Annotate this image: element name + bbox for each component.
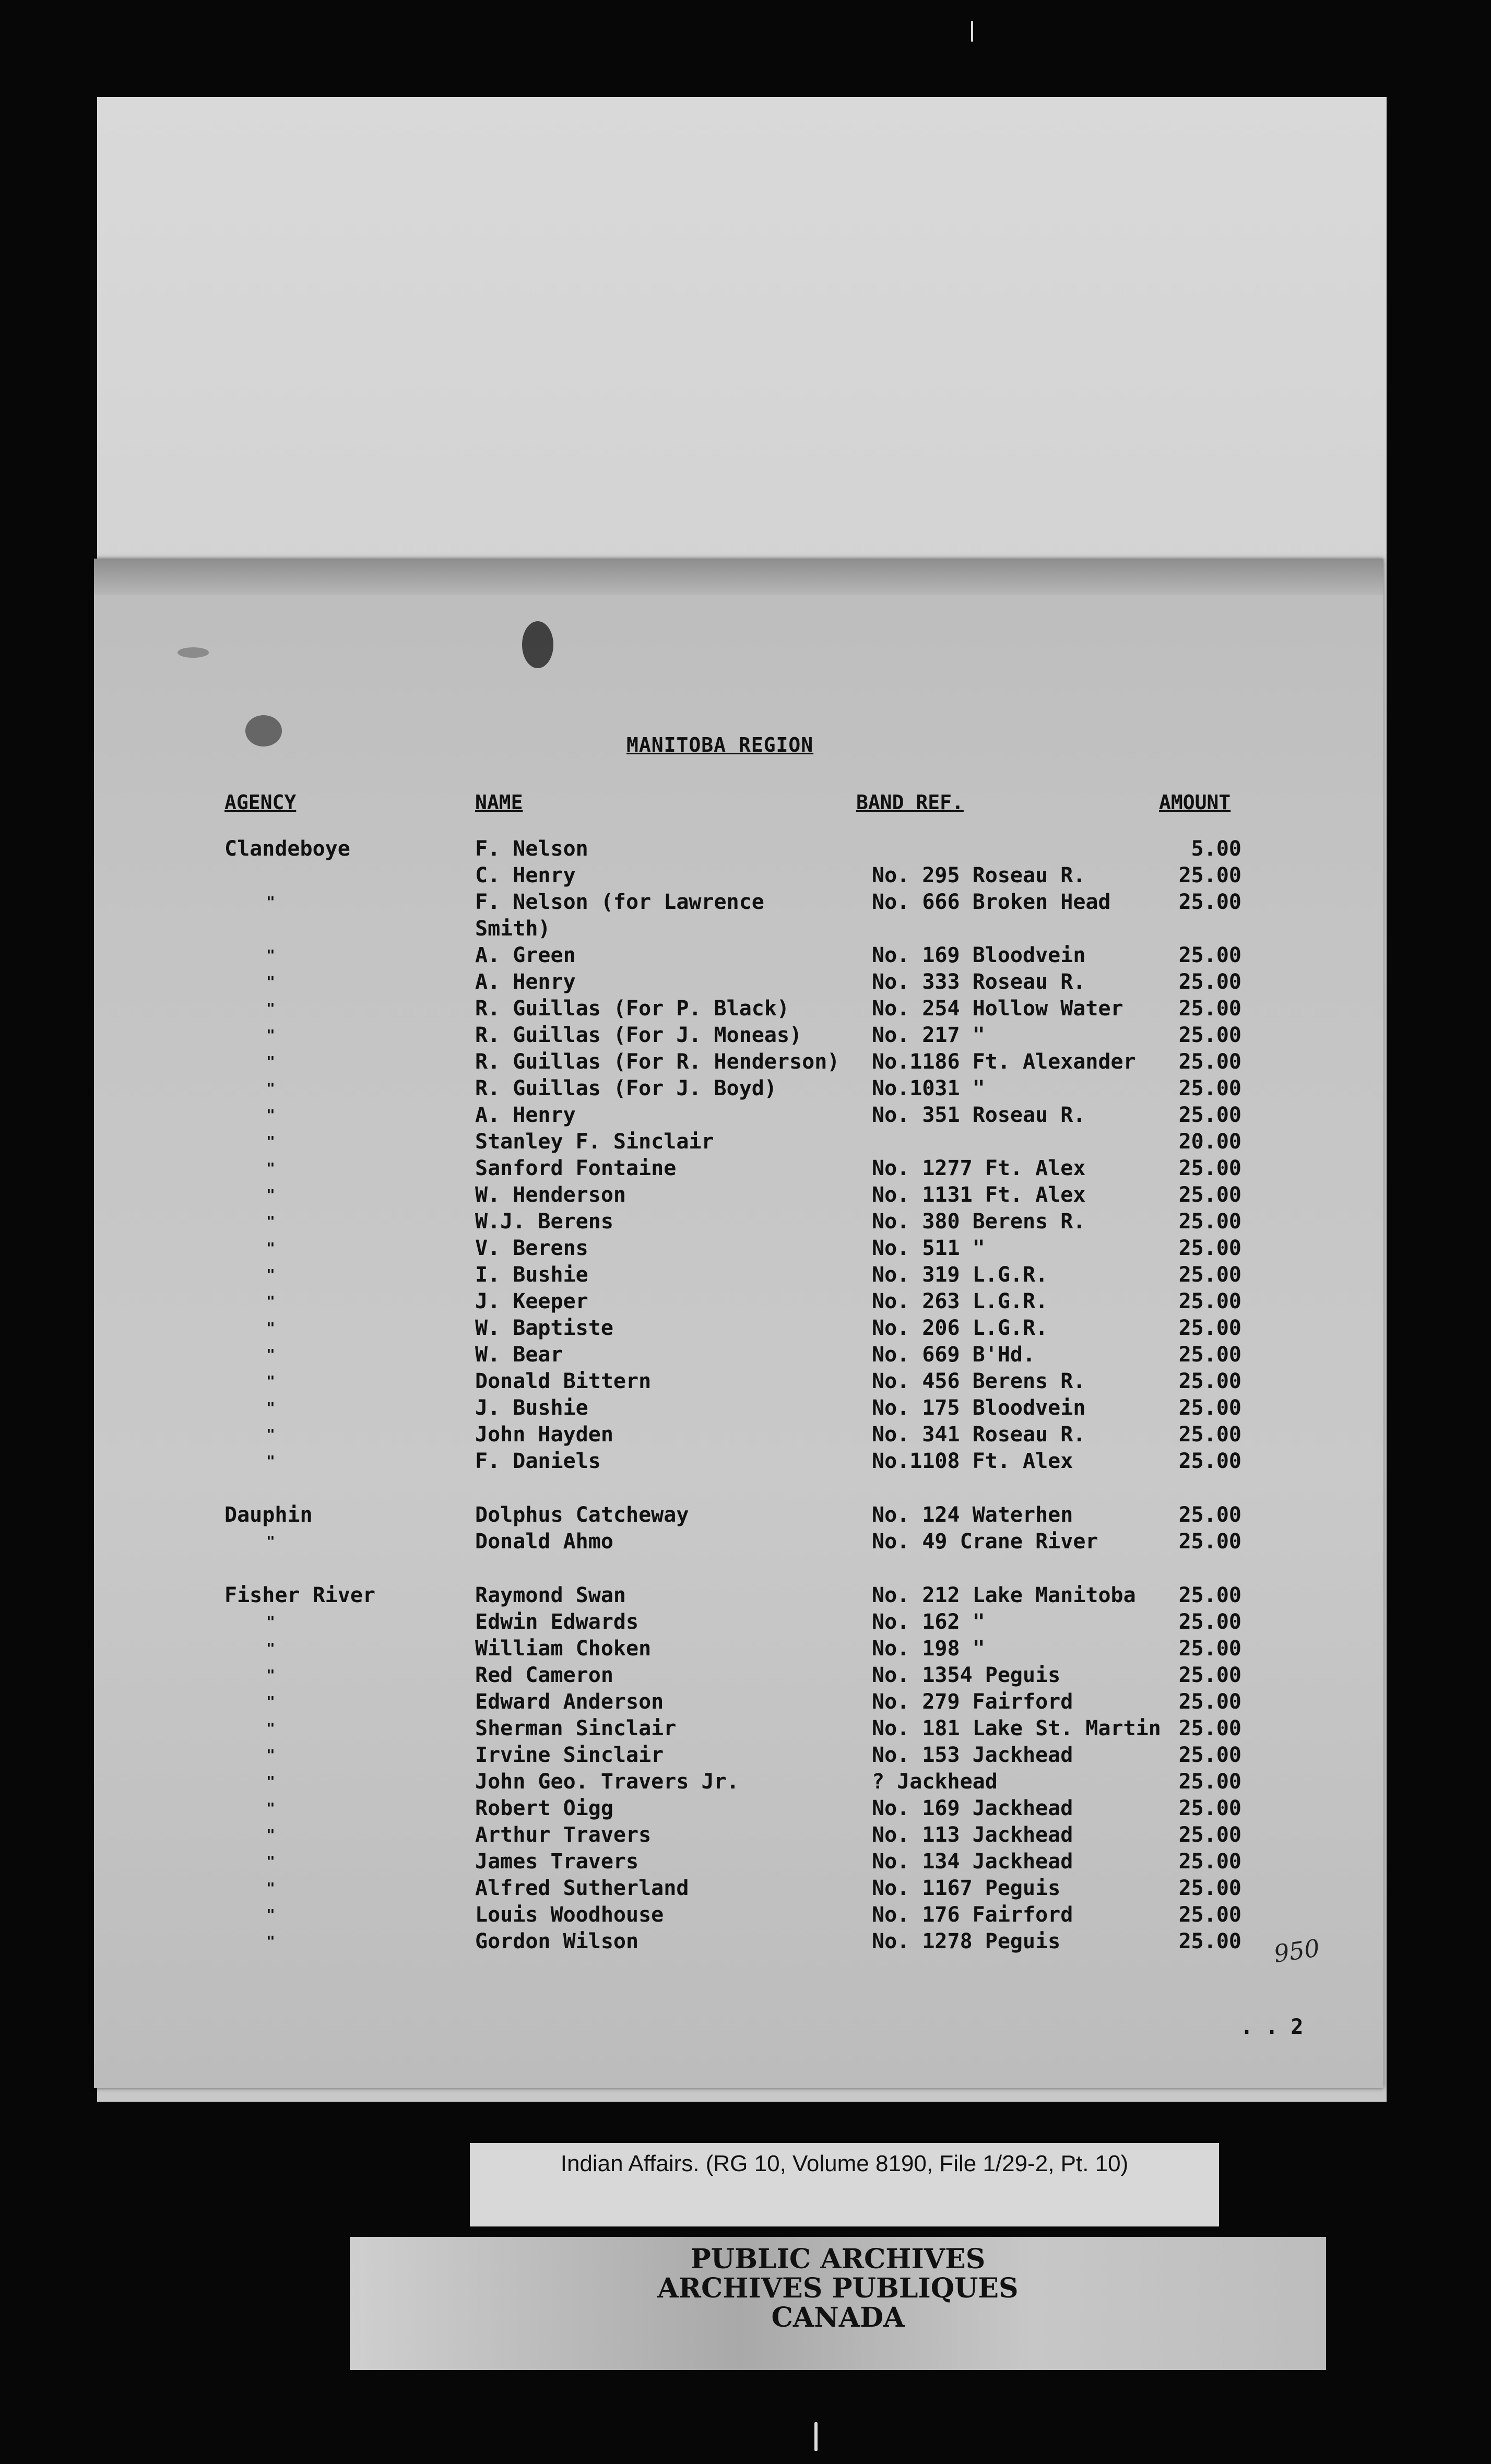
table-row: [0, 1128, 1491, 1155]
band-ref-cell: No. 333 Roseau R.: [872, 970, 1086, 994]
name-cell: Smith): [475, 917, 551, 941]
amount-cell: 25.00: [1178, 997, 1241, 1021]
table-row: [0, 1875, 1491, 1902]
page-marker: . . 2: [1240, 2015, 1304, 2039]
band-ref-cell: No. 511 ": [872, 1236, 985, 1260]
name-cell: William Choken: [475, 1637, 652, 1661]
band-ref-cell: No. 279 Fairford: [872, 1690, 1073, 1714]
table-row: [0, 1848, 1491, 1875]
band-ref-cell: No. 263 L.G.R.: [872, 1289, 1048, 1313]
name-cell: R. Guillas (For P. Black): [475, 997, 790, 1021]
band-ref-cell: No. 175 Bloodvein: [872, 1396, 1086, 1420]
agency-ditto: ": [266, 1319, 275, 1336]
agency-ditto: ": [266, 1879, 275, 1897]
header-name: NAME: [475, 791, 523, 814]
amount-cell: 25.00: [1178, 1183, 1241, 1207]
agency-ditto: ": [266, 1159, 275, 1177]
band-ref-cell: No. 1277 Ft. Alex: [872, 1156, 1086, 1180]
agency-ditto: ": [266, 1186, 275, 1203]
band-ref-cell: No. 49 Crane River: [872, 1530, 1098, 1554]
amount-cell: 25.00: [1178, 1210, 1241, 1234]
table-row: [0, 995, 1491, 1022]
agency-ditto: ": [266, 1799, 275, 1817]
amount-cell: 25.00: [1178, 1796, 1241, 1820]
table-row: [0, 1421, 1491, 1448]
band-ref-cell: No. 1354 Peguis: [872, 1663, 1061, 1687]
name-cell: W.J. Berens: [475, 1210, 613, 1234]
agency-ditto: ": [266, 1133, 275, 1150]
name-cell: Stanley F. Sinclair: [475, 1130, 714, 1154]
amount-cell: 25.00: [1178, 1236, 1241, 1260]
agency-ditto: ": [266, 1213, 275, 1230]
name-cell: C. Henry: [475, 863, 576, 887]
agency-ditto: ": [266, 1452, 275, 1470]
band-ref-cell: No. 153 Jackhead: [872, 1743, 1073, 1767]
table-row: [0, 1582, 1491, 1609]
band-ref-cell: No. 169 Jackhead: [872, 1796, 1073, 1820]
name-cell: Edward Anderson: [475, 1690, 664, 1714]
name-cell: Raymond Swan: [475, 1583, 626, 1607]
header-agency: AGENCY: [224, 791, 297, 814]
table-row: [0, 1261, 1491, 1288]
band-ref-cell: No. 124 Waterhen: [872, 1503, 1073, 1527]
band-ref-cell: No. 666 Broken Head: [872, 890, 1111, 914]
amount-cell: 25.00: [1178, 1823, 1241, 1847]
amount-cell: 25.00: [1178, 970, 1241, 994]
agency-ditto: ": [266, 1640, 275, 1657]
name-cell: R. Guillas (For J. Moneas): [475, 1023, 802, 1047]
amount-cell: 25.00: [1178, 1770, 1241, 1794]
page-title: MANITOBA REGION: [626, 733, 814, 756]
name-cell: Donald Ahmo: [475, 1530, 613, 1554]
name-cell: Sherman Sinclair: [475, 1716, 677, 1740]
amount-cell: 25.00: [1178, 1369, 1241, 1393]
agency-ditto: ": [266, 1266, 275, 1283]
name-cell: Donald Bittern: [475, 1369, 652, 1393]
table-row: [0, 1022, 1491, 1049]
name-cell: Gordon Wilson: [475, 1929, 639, 1953]
agency-ditto: ": [266, 1853, 275, 1870]
agency-ditto: ": [266, 1533, 275, 1550]
band-ref-cell: No. 169 Bloodvein: [872, 943, 1086, 967]
amount-cell: 25.00: [1178, 1716, 1241, 1740]
band-ref-cell: No. 1167 Peguis: [872, 1876, 1061, 1900]
band-ref-cell: No. 669 B'Hd.: [872, 1343, 1036, 1367]
amount-cell: 25.00: [1178, 943, 1241, 967]
agency-ditto: ": [266, 1613, 275, 1630]
amount-cell: 25.00: [1178, 1343, 1241, 1367]
agency-ditto: ": [266, 1026, 275, 1044]
name-cell: F. Nelson: [475, 837, 588, 861]
table-row: [0, 1795, 1491, 1822]
table-row: [0, 1901, 1491, 1928]
amount-cell: 25.00: [1178, 1423, 1241, 1447]
band-ref-cell: No. 456 Berens R.: [872, 1369, 1086, 1393]
band-ref-cell: ? Jackhead: [872, 1770, 998, 1794]
agency-cell: Clandeboye: [224, 837, 350, 861]
name-cell: R. Guillas (For R. Henderson): [475, 1050, 840, 1074]
table-row: [0, 835, 1491, 862]
name-cell: Red Cameron: [475, 1663, 613, 1687]
agency-ditto: ": [266, 1293, 275, 1310]
name-cell: I. Bushie: [475, 1263, 588, 1287]
name-cell: Dolphus Catcheway: [475, 1503, 689, 1527]
agency-ditto: ": [266, 1239, 275, 1257]
name-cell: F. Nelson (for Lawrence: [475, 890, 764, 914]
band-ref-cell: No. 181 Lake St. Martin: [872, 1716, 1161, 1740]
agency-ditto: ": [266, 1906, 275, 1923]
band-ref-cell: No. 1278 Peguis: [872, 1929, 1061, 1953]
table-row: [0, 1341, 1491, 1368]
agency-ditto: ": [266, 1106, 275, 1123]
table-row: [0, 1048, 1491, 1075]
amount-cell: 25.00: [1178, 1023, 1241, 1047]
name-cell: John Geo. Travers Jr.: [475, 1770, 739, 1794]
amount-cell: 25.00: [1178, 1929, 1241, 1953]
agency-ditto: ": [266, 973, 275, 990]
amount-cell: 25.00: [1178, 1583, 1241, 1607]
archive-stamp-line: ARCHIVES PUBLIQUES: [657, 2272, 1019, 2304]
agency-ditto: ": [266, 1426, 275, 1443]
band-ref-cell: No. 162 ": [872, 1610, 985, 1634]
agency-ditto: ": [266, 946, 275, 964]
table-row: [0, 1501, 1491, 1529]
band-ref-cell: No.1031 ": [872, 1076, 985, 1100]
name-cell: W. Baptiste: [475, 1316, 613, 1340]
table-row: [0, 1742, 1491, 1769]
amount-cell: 25.00: [1178, 1263, 1241, 1287]
table-row: [0, 1155, 1491, 1182]
name-cell: Arthur Travers: [475, 1823, 652, 1847]
table-row: [0, 942, 1491, 969]
band-ref-cell: No. 254 Hollow Water: [872, 997, 1123, 1021]
agency-cell: Fisher River: [224, 1583, 375, 1607]
table-row: [0, 1448, 1491, 1475]
name-cell: Sanford Fontaine: [475, 1156, 677, 1180]
table-row: [0, 1688, 1491, 1715]
table-row: [0, 1394, 1491, 1421]
table-row: [0, 1368, 1491, 1395]
amount-cell: 25.00: [1178, 1903, 1241, 1927]
name-cell: W. Henderson: [475, 1183, 626, 1207]
band-ref-cell: No. 134 Jackhead: [872, 1850, 1073, 1874]
table-row: [0, 1208, 1491, 1235]
agency-ditto: ": [266, 1372, 275, 1390]
agency-ditto: ": [266, 1693, 275, 1710]
band-ref-cell: No. 113 Jackhead: [872, 1823, 1073, 1847]
agency-ditto: ": [266, 1720, 275, 1737]
name-cell: J. Bushie: [475, 1396, 588, 1420]
agency-cell: Dauphin: [224, 1503, 313, 1527]
header-amount: AMOUNT: [1159, 791, 1231, 814]
name-cell: Louis Woodhouse: [475, 1903, 664, 1927]
amount-cell: 25.00: [1178, 1050, 1241, 1074]
table-row: [0, 1314, 1491, 1342]
name-cell: James Travers: [475, 1850, 639, 1874]
archive-reference-text: Indian Affairs. (RG 10, Volume 8190, File 1/29-2, Pt. 10): [560, 2151, 1129, 2176]
amount-cell: 25.00: [1178, 1449, 1241, 1473]
table-row: [0, 862, 1491, 889]
handwritten-total: 950: [1272, 1934, 1322, 1968]
amount-cell: 25.00: [1178, 1156, 1241, 1180]
table-row: [0, 1235, 1491, 1262]
table-row: [0, 1608, 1491, 1636]
amount-cell: 25.00: [1178, 1076, 1241, 1100]
amount-cell: 25.00: [1178, 890, 1241, 914]
amount-cell: 25.00: [1178, 1876, 1241, 1900]
name-cell: Edwin Edwards: [475, 1610, 639, 1634]
table-row: [0, 1528, 1491, 1555]
name-cell: A. Green: [475, 943, 576, 967]
amount-cell: 25.00: [1178, 1610, 1241, 1634]
amount-cell: 25.00: [1178, 1103, 1241, 1127]
amount-cell: 25.00: [1178, 1663, 1241, 1687]
agency-ditto: ": [266, 1000, 275, 1017]
amount-cell: 25.00: [1178, 1530, 1241, 1554]
band-ref-cell: No. 206 L.G.R.: [872, 1316, 1048, 1340]
archive-stamp-text: [350, 2245, 1326, 2332]
band-ref-cell: No. 341 Roseau R.: [872, 1423, 1086, 1447]
table-row: [0, 1075, 1491, 1102]
amount-cell: 5.00: [1191, 837, 1241, 861]
amount-cell: 25.00: [1178, 1690, 1241, 1714]
agency-ditto: ": [266, 1826, 275, 1843]
name-cell: Irvine Sinclair: [475, 1743, 664, 1767]
film-scratch: [971, 21, 973, 42]
band-ref-cell: No. 217 ": [872, 1023, 985, 1047]
archive-stamp-line: CANADA: [771, 2302, 905, 2333]
band-ref-cell: No.1108 Ft. Alex: [872, 1449, 1073, 1473]
film-scratch: [814, 2422, 818, 2451]
name-cell: R. Guillas (For J. Boyd): [475, 1076, 777, 1100]
agency-ditto: ": [266, 1666, 275, 1684]
archive-reference-label: [470, 2143, 1219, 2226]
amount-cell: 25.00: [1178, 1396, 1241, 1420]
table-row: [0, 1662, 1491, 1689]
name-cell: A. Henry: [475, 970, 576, 994]
name-cell: W. Bear: [475, 1343, 563, 1367]
agency-ditto: ": [266, 1773, 275, 1790]
table-row: [0, 1101, 1491, 1129]
table-row: [0, 1635, 1491, 1662]
header-band-ref: BAND REF.: [856, 791, 964, 814]
table-row: [0, 1821, 1491, 1849]
agency-ditto: ": [266, 1053, 275, 1070]
band-ref-cell: No. 380 Berens R.: [872, 1210, 1086, 1234]
amount-cell: 25.00: [1178, 1743, 1241, 1767]
agency-ditto: ": [266, 1399, 275, 1416]
name-cell: John Hayden: [475, 1423, 613, 1447]
band-ref-cell: No. 198 ": [872, 1637, 985, 1661]
archive-stamp-line: PUBLIC ARCHIVES: [690, 2243, 986, 2275]
agency-ditto: ": [266, 1080, 275, 1097]
table-row: [0, 889, 1491, 916]
band-ref-cell: No. 1131 Ft. Alex: [872, 1183, 1086, 1207]
name-cell: V. Berens: [475, 1236, 588, 1260]
amount-cell: 20.00: [1178, 1130, 1241, 1154]
amount-cell: 25.00: [1178, 1850, 1241, 1874]
table-row: [0, 1288, 1491, 1315]
band-ref-cell: No. 351 Roseau R.: [872, 1103, 1086, 1127]
band-ref-cell: No.1186 Ft. Alexander: [872, 1050, 1136, 1074]
band-ref-cell: No. 212 Lake Manitoba: [872, 1583, 1136, 1607]
name-cell: A. Henry: [475, 1103, 576, 1127]
table-row: [0, 1715, 1491, 1742]
agency-ditto: ": [266, 1346, 275, 1363]
table-row: [0, 1181, 1491, 1209]
amount-cell: 25.00: [1178, 1289, 1241, 1313]
agency-ditto: ": [266, 1746, 275, 1763]
table-row: [0, 1768, 1491, 1795]
name-cell: J. Keeper: [475, 1289, 588, 1313]
name-cell: Alfred Sutherland: [475, 1876, 689, 1900]
amount-cell: 25.00: [1178, 863, 1241, 887]
table-row: [0, 915, 1491, 942]
agency-ditto: ": [266, 893, 275, 910]
amount-cell: 25.00: [1178, 1637, 1241, 1661]
band-ref-cell: No. 176 Fairford: [872, 1903, 1073, 1927]
table-row: [0, 968, 1491, 996]
agency-ditto: ": [266, 1933, 275, 1950]
band-ref-cell: No. 319 L.G.R.: [872, 1263, 1048, 1287]
amount-cell: 25.00: [1178, 1316, 1241, 1340]
table-row: [0, 1928, 1491, 1955]
amount-cell: 25.00: [1178, 1503, 1241, 1527]
name-cell: F. Daniels: [475, 1449, 601, 1473]
band-ref-cell: No. 295 Roseau R.: [872, 863, 1086, 887]
name-cell: Robert Oigg: [475, 1796, 613, 1820]
